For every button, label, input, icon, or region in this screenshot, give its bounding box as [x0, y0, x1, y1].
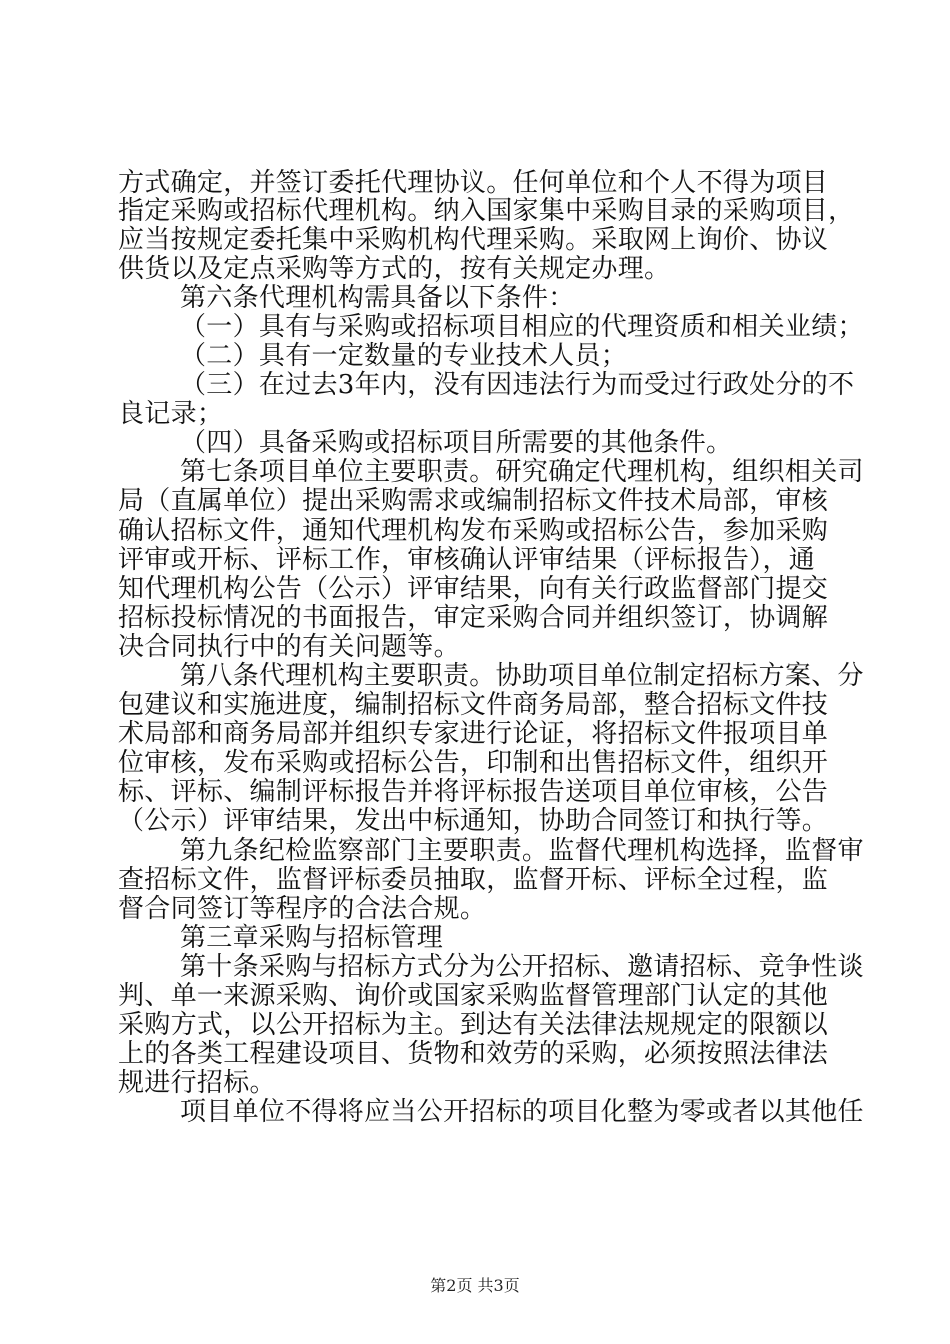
text-line: 项目单位不得将应当公开招标的项目化整为零或者以其他任 — [180, 1097, 864, 1127]
text-line: 标、评标、编制评标报告并将评标报告送项目单位审核，公告 — [118, 777, 829, 807]
text-line: 评审或开标、评标工作，审核确认评审结果（评标报告），通 — [118, 545, 816, 575]
text-line: 包建议和实施进度，编制招标文件商务局部，整合招标文件技 — [118, 690, 829, 720]
text-line: 查招标文件，监督评标委员抽取，监督开标、评标全过程，监 — [118, 865, 829, 895]
text-line: 第六条代理机构需具备以下条件： — [180, 283, 575, 313]
text-line: 决合同执行中的有关问题等。 — [118, 632, 460, 662]
text-line: 供货以及定点采购等方式的，按有关规定办理。 — [118, 254, 671, 284]
text-line: 良记录； — [118, 399, 224, 429]
text-line: 术局部和商务局部并组织专家进行论证，将招标文件报项目单 — [118, 719, 829, 749]
text-line: 判、单一来源采购、询价或国家采购监督管理部门认定的其他 — [118, 981, 829, 1011]
text-line: 位审核，发布采购或招标公告，印制和出售招标文件，组织开 — [118, 748, 829, 778]
text-line: （公示）评审结果，发出中标通知，协助合同签订和执行等。 — [118, 806, 829, 836]
text-line: 指定采购或招标代理机构。纳入国家集中采购目录的采购项目， — [118, 196, 855, 226]
text-line: 规进行招标。 — [118, 1068, 276, 1098]
text-line: 应当按规定委托集中采购机构代理采购。采取网上询价、协议 — [118, 225, 829, 255]
text-line: 第十条采购与招标方式分为公开招标、邀请招标、竞争性谈 — [180, 952, 864, 982]
text-line: 督合同签订等程序的合法合规。 — [118, 894, 487, 924]
text-line: （四）具备采购或招标项目所需要的其他条件。 — [180, 428, 733, 458]
text-line: 第八条代理机构主要职责。协助项目单位制定招标方案、分 — [180, 661, 864, 691]
text-line: 第九条纪检监察部门主要职责。监督代理机构选择，监督审 — [180, 836, 864, 866]
text-line: （三）在过去3年内，没有因违法行为而受过行政处分的不 — [180, 370, 855, 400]
text-line: 知代理机构公告（公示）评审结果，向有关行政监督部门提交 — [118, 574, 829, 604]
text-line: 局（直属单位）提出采购需求或编制招标文件技术局部，审核 — [118, 486, 829, 516]
chapter-heading: 第三章采购与招标管理 — [180, 923, 444, 953]
text-line: （二）具有一定数量的专业技术人员； — [180, 341, 628, 371]
page-footer: 第2页 共3页 — [430, 1276, 520, 1295]
text-line: 采购方式，以公开招标为主。到达有关法律法规规定的限额以 — [118, 1010, 829, 1040]
text-line: 第七条项目单位主要职责。研究确定代理机构，组织相关司 — [180, 457, 864, 487]
text-line: （一）具有与采购或招标项目相应的代理资质和相关业绩； — [180, 312, 864, 342]
text-line: 方式确定，并签订委托代理协议。任何单位和个人不得为项目 — [118, 168, 829, 198]
text-line: 上的各类工程建设项目、货物和效劳的采购，必须按照法律法 — [118, 1039, 829, 1069]
text-line: 确认招标文件，通知代理机构发布采购或招标公告，参加采购 — [118, 516, 829, 546]
text-line: 招标投标情况的书面报告，审定采购合同并组织签订，协调解 — [118, 603, 829, 633]
